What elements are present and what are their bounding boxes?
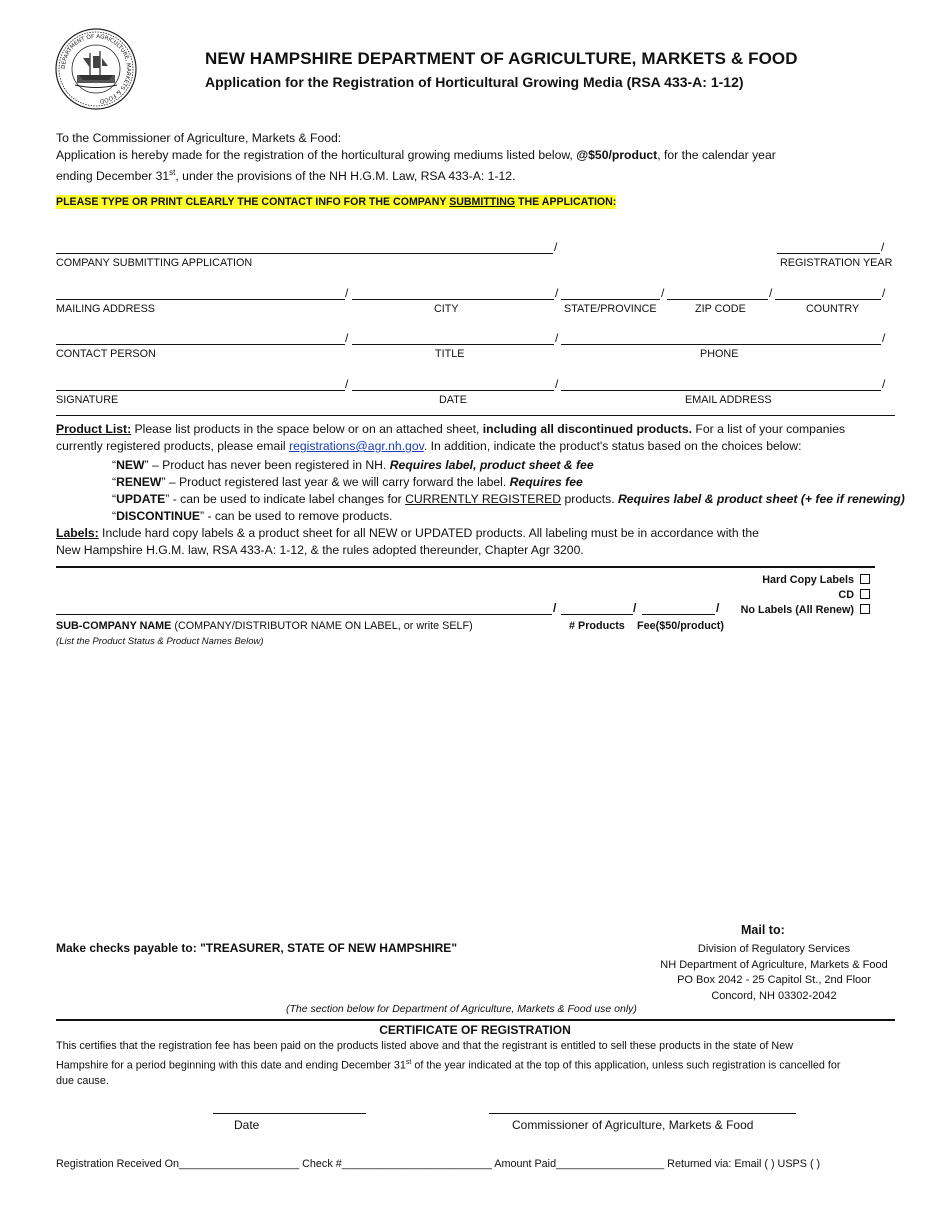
salutation: To the Commissioner of Agriculture, Markets & Food:: [56, 131, 342, 145]
notice-underlined: SUBMITTING: [449, 196, 516, 208]
status-renew-req: Requires fee: [509, 475, 583, 489]
country-label: COUNTRY: [806, 303, 860, 315]
status-update-underlined: CURRENTLY REGISTERED: [405, 492, 562, 506]
hard-copy-checkbox[interactable]: [860, 574, 870, 584]
certificate-body-line-2: [56, 1055, 895, 1074]
company-input-line[interactable]: [56, 253, 553, 254]
status-discontinue-desc: - can be used to remove products.: [204, 509, 393, 523]
mail-address-line-3: PO Box 2042 - 25 Capitol St., 2nd Floor: [677, 974, 871, 986]
separator: /: [553, 601, 557, 615]
labels-text-a: Include hard copy labels & a product sheet for all NEW or UPDATED products. All labeling must be in accordance with the: [98, 526, 759, 540]
intro-text-2b: , under the provisions of the NH H.G.M. Law, RSA 433-A: 1-12.: [175, 169, 516, 184]
subcompany-name-input-line[interactable]: [56, 614, 552, 615]
state-input-line[interactable]: [561, 299, 660, 300]
state-label: STATE/PROVINCE: [564, 303, 657, 315]
mail-to-heading: Mail to:: [741, 923, 785, 937]
status-new: “NEW” – Product has never been registered in NH. Requires label, product sheet & fee: [112, 458, 594, 472]
separator: /: [345, 377, 349, 391]
status-new-key: NEW: [116, 458, 145, 472]
certificate-divider: [56, 1019, 895, 1021]
product-list-text-a: Please list products in the space below or on an attached sheet,: [131, 422, 483, 436]
separator: /: [345, 286, 349, 300]
form-subtitle: Application for the Registration of Horticultural Growing Media (RSA 433-A: 1-12): [205, 74, 744, 90]
cd-checkbox[interactable]: [860, 589, 870, 599]
company-label: COMPANY SUBMITTING APPLICATION: [56, 257, 253, 269]
product-list-text-b: For a list of your companies: [692, 422, 846, 436]
intro-text-1a: Application is hereby made for the registration of the horticultural growing mediums listed below,: [56, 148, 577, 162]
fee-per-product: @$50/product: [576, 148, 658, 162]
zip-input-line[interactable]: [667, 299, 768, 300]
intro-text-2a: ending December 31: [56, 169, 170, 184]
labels-line-2: New Hampshire H.G.M. law, RSA 433-A: 1-12, & the rules adopted thereunder, Chapter Agr 3200.: [56, 543, 584, 557]
fee-label: Fee($50/product): [637, 620, 724, 632]
status-renew-desc: – Product registered last year & we will carry forward the label.: [165, 475, 510, 489]
option-hard-copy-label: Hard Copy Labels: [762, 574, 854, 586]
checks-payable: Make checks payable to: "TREASURER, STATE OF NEW HAMPSHIRE": [56, 941, 458, 955]
status-renew: “RENEW” – Product registered last year & we will carry forward the label. Requires fee: [112, 475, 583, 489]
certificate-body-line-1: This certifies that the registration fee has been paid on the products listed above and that the registrant is entitled to sell these products in the state of New: [56, 1040, 794, 1052]
separator: /: [769, 286, 773, 300]
option-cd-label: CD: [838, 589, 854, 601]
separator: /: [555, 331, 559, 345]
mail-address-line-1: Division of Regulatory Services: [697, 943, 851, 955]
option-hard-copy[interactable]: [762, 574, 870, 586]
phone-label: PHONE: [700, 348, 739, 360]
product-list-text-d: . In addition, indicate the product's status based on the choices below:: [423, 439, 802, 453]
separator: /: [716, 601, 720, 615]
status-discontinue: “DISCONTINUE” - can be used to remove products.: [112, 509, 393, 523]
intro-sup: st: [169, 168, 176, 177]
email-input-line[interactable]: [561, 390, 881, 391]
product-list-line-2: [56, 438, 801, 455]
status-update-desc-a: - can be used to indicate label changes for: [169, 492, 406, 506]
separator: /: [882, 331, 886, 345]
separator: /: [555, 377, 559, 391]
product-list-heading: Product List:: [56, 422, 132, 436]
status-new-req: Requires label, product sheet & fee: [389, 458, 594, 472]
status-renew-key: RENEW: [116, 475, 162, 489]
registrations-email-link[interactable]: registrations@agr.nh.gov: [289, 439, 424, 453]
subcompany-name-bold: SUB-COMPANY NAME: [56, 620, 172, 632]
date-input-line[interactable]: [352, 390, 554, 391]
certificate-heading: CERTIFICATE OF REGISTRATION: [379, 1023, 571, 1037]
mail-address-line-2: NH Department of Agriculture, Markets & Food: [660, 958, 888, 971]
subcompany-name-label: [56, 620, 473, 632]
intro-text-1b: , for the calendar year: [657, 148, 776, 162]
status-new-desc: – Product has never been registered in NH.: [148, 458, 390, 472]
email-label: EMAIL ADDRESS: [685, 394, 772, 406]
status-update: “UPDATE” - can be used to indicate label changes for CURRENTLY REGISTERED products. Requires label & product sheet (+ fee if renewing): [112, 492, 905, 506]
status-update-desc-b: products.: [561, 492, 618, 506]
department-title: NEW HAMPSHIRE DEPARTMENT OF AGRICULTURE, MARKETS & FOOD: [205, 49, 798, 68]
certificate-body-2b: of the year indicated at the top of this application, unless such registration is cancelled for: [411, 1059, 841, 1072]
separator: /: [661, 286, 665, 300]
product-list-line-1: [56, 421, 845, 438]
commissioner-label: Commissioner of Agriculture, Markets & Food: [512, 1118, 754, 1132]
registration-year-input-line[interactable]: [777, 253, 880, 254]
labels-heading: Labels:: [56, 526, 99, 540]
country-input-line[interactable]: [775, 299, 881, 300]
separator: /: [555, 286, 559, 300]
separator: /: [882, 286, 886, 300]
title-input-line[interactable]: [352, 344, 554, 345]
separator: /: [554, 240, 558, 254]
contact-notice: [56, 196, 616, 208]
phone-input-line[interactable]: [561, 344, 881, 345]
contact-person-input-line[interactable]: [56, 344, 345, 345]
nh-department-seal-logo: [55, 28, 137, 110]
mail-address-line-4: Concord, NH 03302-2042: [711, 989, 837, 1002]
intro-line-1: [56, 147, 776, 164]
contact-person-label: CONTACT PERSON: [56, 348, 156, 360]
signature-label: SIGNATURE: [56, 394, 119, 406]
notice-a: PLEASE TYPE OR PRINT CLEARLY THE CONTACT INFO FOR THE COMPANY: [56, 196, 450, 208]
separator: /: [882, 377, 886, 391]
city-label: CITY: [434, 303, 459, 315]
labels-line-1: [56, 525, 759, 542]
product-list-text-c: currently registered products, please email: [56, 439, 290, 453]
num-products-input-line[interactable]: [561, 614, 633, 615]
certificate-body: [56, 1039, 895, 1089]
num-products-label: # Products: [569, 620, 625, 632]
notice-b: THE APPLICATION:: [515, 196, 617, 208]
mailing-address-label: MAILING ADDRESS: [56, 303, 155, 315]
title-label: TITLE: [435, 348, 465, 360]
product-list-note: (List the Product Status & Product Names Below): [56, 636, 264, 647]
certificate-date-line[interactable]: [213, 1113, 366, 1114]
option-no-labels[interactable]: [741, 604, 870, 616]
date-label: DATE: [439, 394, 467, 406]
registration-received-footer: Registration Received On____________________ Check #_________________________ Amount Paid__________________ Returned via: Email ( ) USPS ( ): [56, 1158, 821, 1170]
subcompany-name-rest: (COMPANY/DISTRIBUTOR NAME ON LABEL, or write SELF): [171, 620, 473, 632]
certificate-body-line-3: due cause.: [56, 1074, 109, 1087]
option-cd[interactable]: [838, 589, 870, 601]
certificate-sup: st: [405, 1058, 412, 1066]
separator: /: [633, 601, 637, 615]
certificate-body-2a: Hampshire for a period beginning with this date and ending December 31: [56, 1059, 406, 1072]
separator: /: [345, 331, 349, 345]
registration-year-label: REGISTRATION YEAR: [780, 257, 893, 269]
subcompany-divider: [56, 566, 875, 568]
fee-input-line[interactable]: [642, 614, 715, 615]
mailing-address-input-line[interactable]: [56, 299, 345, 300]
dept-use-note: (The section below for Department of Agriculture, Markets & Food use only): [286, 1003, 637, 1015]
city-input-line[interactable]: [352, 299, 554, 300]
signature-input-line[interactable]: [56, 390, 345, 391]
status-update-req: Requires label & product sheet (+ fee if renewing): [618, 492, 905, 506]
seal-ring-text: DEPARTMENT OF AGRICULTURE, MARKETS & FOOD: [60, 33, 132, 104]
mailing-address-block: [614, 942, 934, 1004]
product-entry-area[interactable]: [56, 650, 875, 910]
separator: /: [881, 240, 885, 254]
product-list-bold: including all discontinued products.: [482, 422, 693, 436]
zip-label: ZIP CODE: [695, 303, 746, 315]
no-labels-checkbox[interactable]: [860, 604, 870, 614]
certificate-date-label: Date: [234, 1118, 260, 1132]
status-update-key: UPDATE: [116, 492, 166, 506]
commissioner-signature-line[interactable]: [489, 1113, 796, 1114]
option-no-labels-label: No Labels (All Renew): [740, 604, 854, 616]
status-discontinue-key: DISCONTINUE: [116, 509, 201, 523]
section-divider: [56, 415, 895, 416]
intro-line-2: [56, 164, 515, 185]
